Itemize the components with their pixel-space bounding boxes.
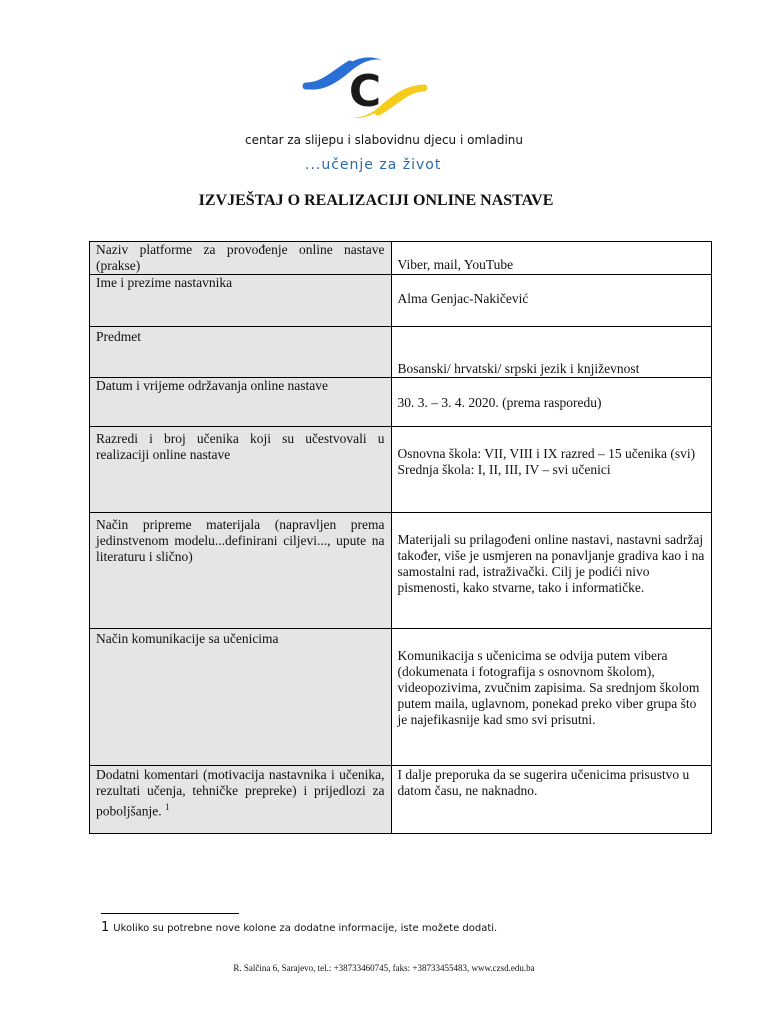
table-row bbox=[90, 242, 712, 275]
row-label: Ime i prezime nastavnika bbox=[90, 275, 392, 327]
row-value-text: 30. 3. – 3. 4. 2020. (prema rasporedu) bbox=[397, 395, 602, 410]
row-label: Naziv platforme za provođenje online nastave (prakse) bbox=[90, 242, 392, 275]
table-row bbox=[90, 766, 712, 834]
row-value bbox=[391, 629, 711, 766]
row-label: Datum i vrijeme održavanja online nastave bbox=[90, 378, 392, 427]
row-value bbox=[391, 378, 711, 427]
row-label: Način pripreme materijala (napravljen prema jedinstvenom modelu...definirani ciljevi..., upute na literaturu i slično) bbox=[90, 513, 392, 629]
tagline: ...učenje za život bbox=[305, 157, 442, 173]
table-row bbox=[90, 513, 712, 629]
footnote-reference: 1 bbox=[165, 802, 170, 812]
row-label-text: Dodatni komentari (motivacija nastavnika i učenika, rezultati učenja, tehničke prepreke) i prijedlozi za poboljšanje. bbox=[96, 767, 385, 819]
report-title: IZVJEŠTAJ O REALIZACIJI ONLINE NASTAVE bbox=[198, 192, 554, 209]
row-label bbox=[90, 766, 392, 834]
organization-name: centar za slijepu i slabovidnu djecu i omladinu bbox=[244, 133, 524, 147]
row-value bbox=[391, 242, 711, 275]
footnote-text: Ukoliko su potrebne nove kolone za dodatne informacije, iste možete dodati. bbox=[113, 923, 498, 934]
footnote bbox=[101, 920, 497, 935]
row-value bbox=[391, 327, 711, 378]
row-value-text: Viber, mail, YouTube bbox=[397, 257, 514, 272]
table-row bbox=[90, 275, 712, 327]
row-value-text: Alma Genjac-Nakičević bbox=[397, 291, 529, 306]
row-value-text-secondary: Srednja škola: I, II, III, IV – svi učenici bbox=[397, 462, 611, 477]
report-table bbox=[89, 241, 712, 834]
row-value-text: Osnovna škola: VII, VIII i IX razred – 15 učenika (svi) bbox=[397, 446, 696, 461]
row-value-text: Bosanski/ hrvatski/ srpski jezik i književnost bbox=[397, 361, 640, 376]
row-label: Razredi i broj učenika koji su učestvovali u realizaciji online nastave bbox=[90, 427, 392, 513]
row-value-text: Materijali su prilagođeni online nastavi, nastavni sadržaj također, više je usmjeren na ponavljanje gradiva kao i na samostalni rad, istraživački. Cilj je podići nivo pismenosti, kako stvarne, tako i informatičke. bbox=[397, 532, 705, 595]
footnote-number: 1 bbox=[101, 920, 110, 935]
footnote-separator bbox=[101, 913, 239, 914]
table-row bbox=[90, 629, 712, 766]
row-value bbox=[391, 427, 711, 513]
row-value bbox=[391, 766, 711, 834]
table-row bbox=[90, 378, 712, 427]
row-value bbox=[391, 275, 711, 327]
logo-letter: C bbox=[348, 66, 382, 117]
footer-address: R. Salčina 6, Sarajevo, tel.: +38733460745, faks: +38733455483, www.czsd.edu.ba bbox=[233, 963, 535, 973]
row-value-text: Komunikacija s učenicima se odvija putem vibera (dokumenata i fotografija s osnovnom školom), videopozivima, zvučnim zapisima. Sa srednjom školom putem maila, uglavnom, ponekad preko viber grupa što je najefikasnije kad smo svi prisutni. bbox=[397, 648, 700, 727]
row-value-text: I dalje preporuka da se sugerira učenicima prisustvo u datom času, ne naknadno. bbox=[397, 767, 690, 798]
row-label: Predmet bbox=[90, 327, 392, 378]
table-row bbox=[90, 427, 712, 513]
organization-logo bbox=[300, 50, 430, 130]
table-row bbox=[90, 327, 712, 378]
row-label: Način komunikacije sa učenicima bbox=[90, 629, 392, 766]
row-value bbox=[391, 513, 711, 629]
